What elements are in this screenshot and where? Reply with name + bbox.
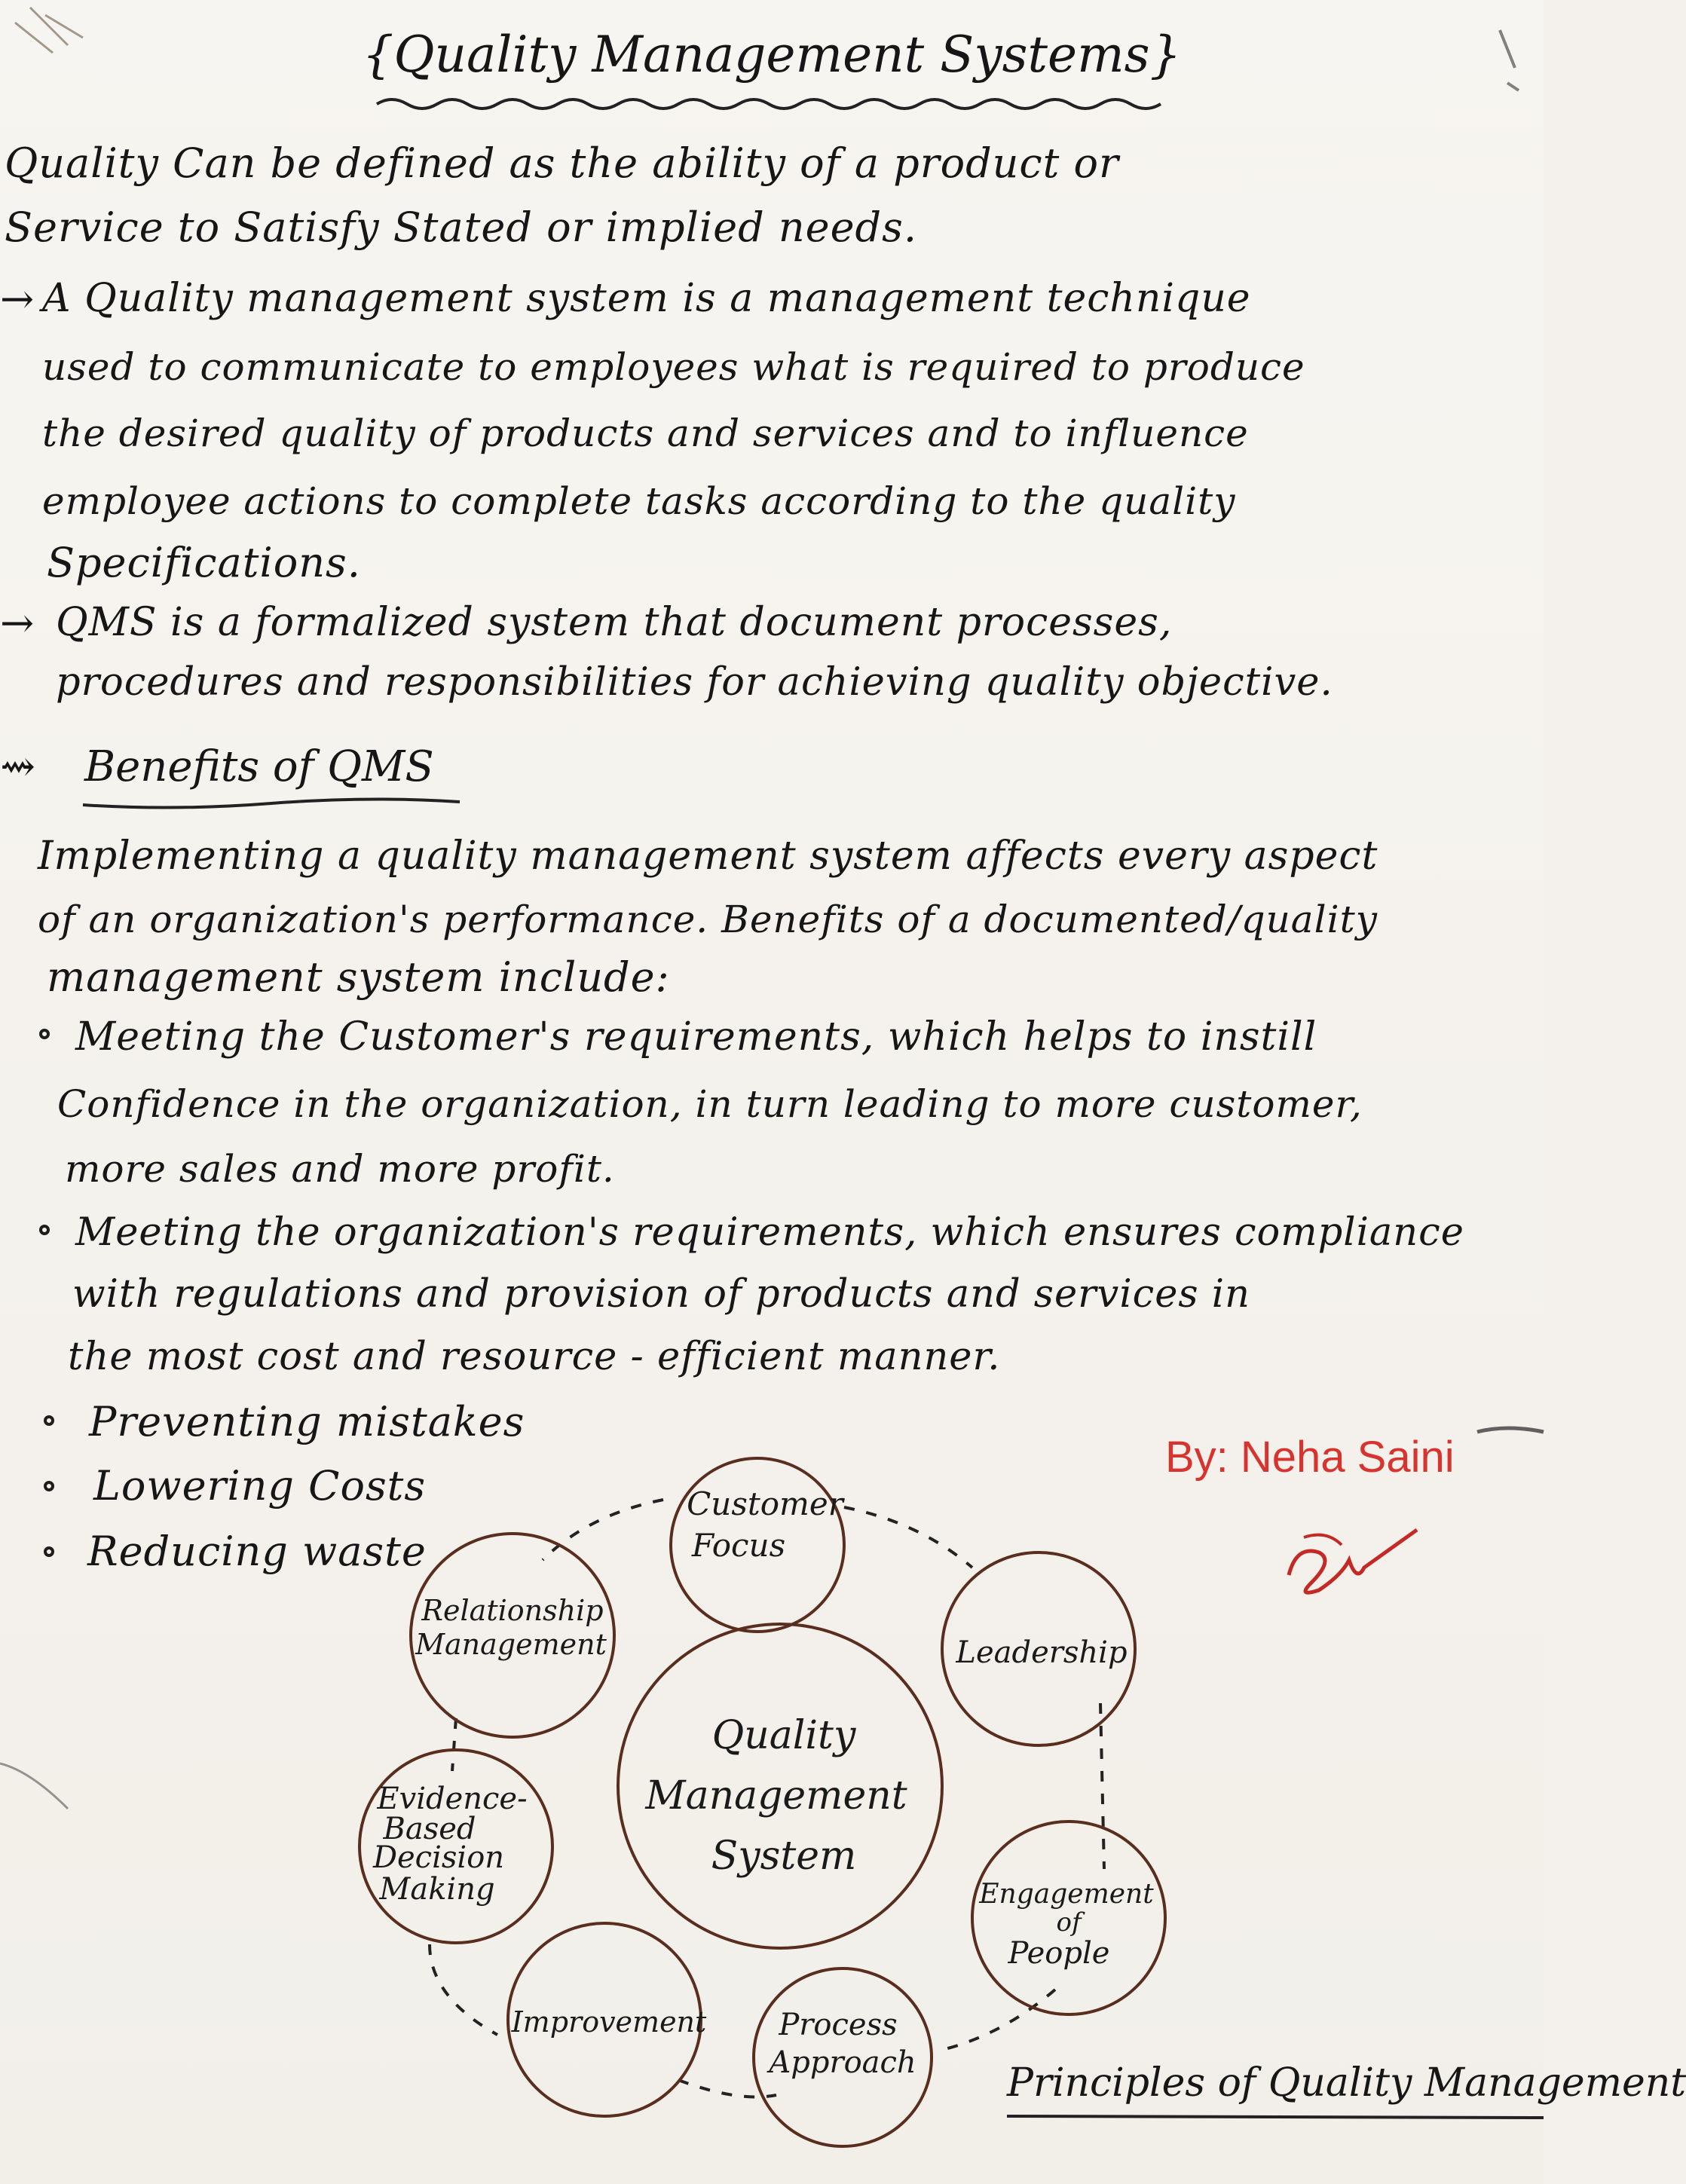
intro-line-1: Quality Can be defined as the ability of a product or (5, 139, 1119, 187)
engagement-label-line-1: Engagement (979, 1879, 1154, 1910)
evidence-label-line-1: Evidence- (377, 1782, 528, 1816)
benefit-2-line-3: the most cost and resource - efficient manner. (68, 1335, 1001, 1379)
page-title: {Quality Management Systems} (362, 26, 1182, 84)
qms-def-line-4: employee actions to complete tasks according to the quality (42, 479, 1236, 523)
qms-def-line-1: A Quality management system is a management technique (42, 276, 1251, 321)
benefit-1-line-1: Meeting the Customer's requirements, which helps to instill (75, 1014, 1317, 1060)
qms-def-line-2: used to communicate to employees what is required to produce (42, 345, 1305, 389)
qms-def-line-3: the desired quality of products and services and to influence (42, 411, 1249, 455)
improvement-label: Improvement (511, 2005, 707, 2039)
benefits-intro-line-2: of an organization's performance. Benefits of a documented/quality (38, 898, 1378, 941)
arrow-icon: → (0, 599, 35, 647)
intro-line-2: Service to Satisfy Stated or implied needs. (5, 203, 917, 251)
arrow-icon: → (0, 275, 35, 323)
wavy-arrow-icon: ⇝ (0, 742, 35, 791)
process-label-line-1: Process (779, 2008, 898, 2042)
benefits-intro-line-3: management system include: (47, 953, 670, 1001)
center-label-line-3: System (711, 1834, 857, 1879)
evidence-label-line-4: Making (379, 1872, 495, 1907)
relationship-label-line-2: Management (415, 1628, 607, 1661)
evidence-label-line-2: Based (383, 1812, 476, 1846)
qms-formal-line-1: QMS is a formalized system that document processes, (56, 600, 1173, 645)
author-credit: By: Neha Saini (1165, 1433, 1455, 1482)
qms-def-line-5: Specifications. (47, 539, 361, 586)
process-label-line-2: Approach (769, 2045, 916, 2080)
principles-caption: Principles of Quality Management (1007, 2060, 1686, 2106)
benefits-intro-line-1: Implementing a quality management system affects every aspect (38, 834, 1378, 879)
benefit-2-line-1: Meeting the organization's requirements, which ensures compliance (75, 1210, 1464, 1255)
benefit-1-line-3: more sales and more profit. (65, 1147, 615, 1191)
engagement-label-line-2: of (1056, 1907, 1082, 1938)
leadership-label: Leadership (956, 1635, 1128, 1670)
center-label-line-1: Quality (711, 1713, 856, 1758)
evidence-label-line-3: Decision (372, 1840, 505, 1875)
relationship-label-line-1: Relationship (421, 1594, 604, 1627)
qms-formal-line-2: procedures and responsibilities for achieving quality objective. (56, 660, 1333, 705)
principles-caption-underline (1007, 2112, 1544, 2122)
benefits-heading: Benefits of QMS (84, 742, 434, 791)
benefit-1-line-2: Confidence in the organization, in turn leading to more customer, (57, 1082, 1363, 1126)
benefit-4: Lowering Costs (93, 1462, 427, 1510)
benefit-2-line-2: with regulations and provision of products and services in (72, 1272, 1250, 1317)
center-label-line-2: Management (645, 1773, 907, 1818)
benefit-3: Preventing mistakes (89, 1398, 525, 1445)
customer-focus-label-line-1: Customer (687, 1485, 843, 1522)
benefit-5: Reducing waste (87, 1528, 427, 1575)
customer-focus-label-line-2: Focus (691, 1527, 786, 1564)
engagement-label-line-3: People (1008, 1936, 1110, 1971)
